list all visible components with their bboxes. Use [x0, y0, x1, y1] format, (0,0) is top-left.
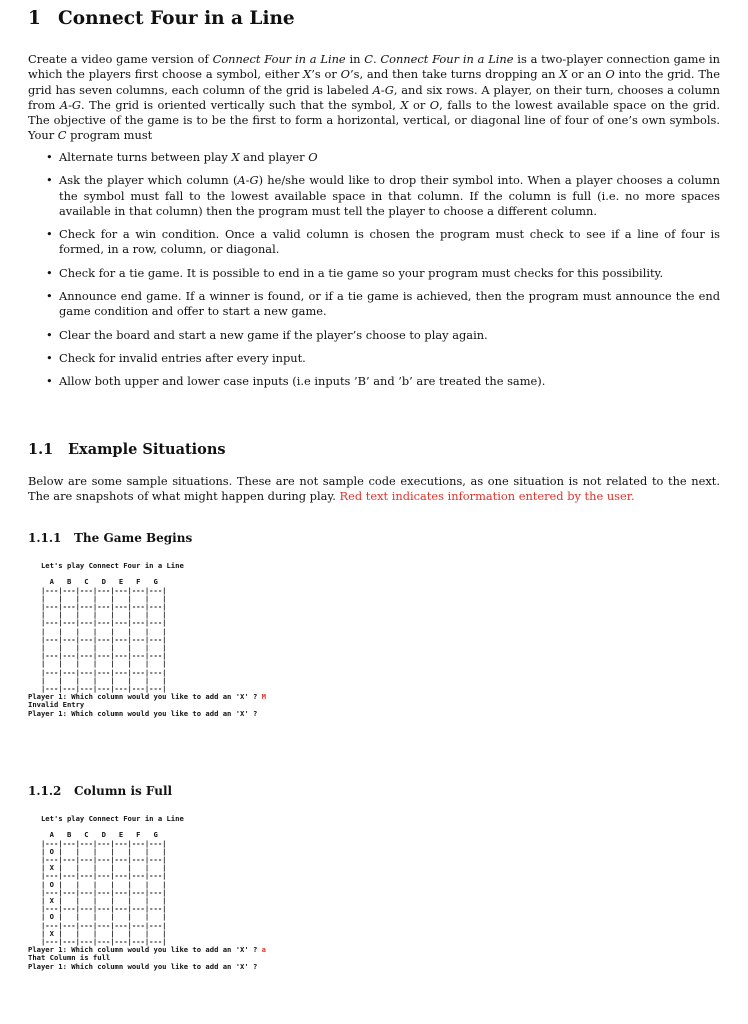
- board-line: | X | | | | | | |: [28, 863, 167, 873]
- board-line: |---|---|---|---|---|---|---|: [28, 904, 167, 914]
- board-line: |---|---|---|---|---|---|---|: [28, 871, 167, 881]
- list-item-text: Alternate turns between play: [59, 150, 232, 164]
- list-item-text: and player: [239, 150, 309, 164]
- board-line: | | | | | | | |: [28, 610, 167, 620]
- intro-text: into the grid. The grid has seven columns, each column of the grid is labeled: [28, 67, 720, 97]
- intro-text: C: [57, 128, 67, 143]
- example1-number: 1.1.1: [28, 531, 62, 545]
- intro-text: ’s, and then take turns dropping an: [349, 67, 560, 82]
- board-line: |---|---|---|---|---|---|---|: [28, 937, 167, 947]
- intro-text: Connect Four in a Line: [380, 52, 514, 66]
- board-line: | O | | | | | | |: [28, 846, 167, 856]
- prompt-text: Player 1: Which column would you like to add an 'X' ?: [28, 692, 262, 702]
- example1-console: [28, 562, 266, 718]
- board-line: | | | | | | | |: [28, 675, 167, 685]
- board-line: | X | | | | | | |: [28, 896, 167, 906]
- example1-heading: [28, 531, 192, 545]
- section-heading: [28, 8, 295, 29]
- intro-text: Create a video game version of: [28, 52, 213, 66]
- console-line: Let's play Connect Four in a Line: [28, 561, 184, 570]
- board-line: | O | | | | | | |: [28, 912, 167, 922]
- list-item: • Clear the board and start a new game if the player’s choose to play again.: [28, 328, 720, 343]
- example1-title: The Game Begins: [74, 531, 193, 545]
- intro-text: A-G: [59, 97, 82, 112]
- board-line: | | | | | | | |: [28, 643, 167, 653]
- section-title: Connect Four in a Line: [58, 8, 295, 29]
- board-line: |---|---|---|---|---|---|---|: [28, 634, 167, 644]
- example2-console: [28, 815, 266, 971]
- board-line: A B C D E F G: [28, 830, 158, 840]
- board-line: |---|---|---|---|---|---|---|: [28, 920, 167, 930]
- list-item-text: A-G: [237, 173, 259, 188]
- prompt-line: Player 1: Which column would you like to add an 'X' ?: [28, 708, 258, 718]
- board-line: |---|---|---|---|---|---|---|: [28, 667, 167, 677]
- board-line: |---|---|---|---|---|---|---|: [28, 855, 167, 865]
- intro-text: A-G: [372, 82, 394, 97]
- board-line: | O | | | | | | |: [28, 879, 167, 889]
- subsection-heading: [28, 441, 226, 458]
- examples-intro-text: Below are some sample situations. These are not sample code executions, as one situation is not related to the next. The are snapshots of what might happen during play.: [28, 474, 720, 504]
- intro-text: X: [303, 67, 312, 82]
- list-item-text: ) he/she would like to drop their symbol into. When a player chooses a column the symbol must fall to the lowest available space in that column. If the column is full (i.e. no more spaces available in that column) then the program must tell the player to choose a different column.: [59, 173, 720, 218]
- intro-text: Connect Four in a Line: [212, 52, 346, 66]
- list-item: • Allow both upper and lower case inputs (i.e inputs ’B’ and ’b’ are treated the same).: [28, 374, 720, 389]
- intro-text: is a two-player connection game in which the players first choose a symbol, either: [28, 52, 720, 82]
- board-line: |---|---|---|---|---|---|---|: [28, 602, 167, 612]
- console-line: Let's play Connect Four in a Line: [28, 814, 184, 823]
- board-line: |---|---|---|---|---|---|---|: [28, 838, 167, 848]
- intro-text: , falls to the lowest available space on the grid. The objective of the game is to be the first to form a horizontal, vertical, or diagonal line of four of one’s own symbols. Your: [28, 97, 721, 143]
- board-line: | | | | | | | |: [28, 659, 167, 669]
- board-line: A B C D E F G: [28, 577, 158, 587]
- red-note: Red text indicates information entered by the user.: [339, 489, 635, 504]
- board-line: | | | | | | | |: [28, 593, 167, 603]
- intro-text: or an: [567, 67, 606, 82]
- message-line: Invalid Entry: [28, 700, 85, 710]
- list-item-text: O: [308, 150, 318, 164]
- board-line: | X | | | | | | |: [28, 928, 167, 938]
- list-item-text: X: [231, 150, 240, 164]
- intro-text: .: [372, 52, 381, 66]
- board-line: |---|---|---|---|---|---|---|: [28, 887, 167, 897]
- intro-text: program must: [66, 128, 153, 143]
- prompt-line: Player 1: Which column would you like to add an 'X' ?: [28, 961, 258, 971]
- example2-number: 1.1.2: [28, 784, 62, 798]
- section-number: 1: [28, 8, 41, 29]
- intro-text: O: [340, 67, 350, 82]
- list-item: [28, 173, 720, 219]
- intro-paragraph: [28, 52, 720, 144]
- board-line: |---|---|---|---|---|---|---|: [28, 585, 167, 595]
- list-item: • Check for a win condition. Once a valid column is chosen the program must check to see if a line of four is formed, in a row, column, or diagonal.: [28, 227, 720, 258]
- intro-text: in: [345, 52, 365, 66]
- board-line: |---|---|---|---|---|---|---|: [28, 651, 167, 661]
- list-item: • Check for invalid entries after every input.: [28, 351, 720, 366]
- subsection-title: Example Situations: [68, 441, 226, 458]
- intro-text: C: [364, 52, 373, 66]
- intro-text: . The grid is oriented vertically such that the symbol,: [81, 97, 401, 112]
- user-input: a: [261, 945, 266, 955]
- examples-intro: [28, 474, 720, 505]
- intro-text: or: [408, 97, 430, 112]
- intro-text: X: [400, 97, 409, 112]
- list-item-text: Ask the player which column (: [59, 173, 238, 188]
- intro-text: ’s or: [311, 67, 341, 82]
- intro-text: O: [429, 97, 440, 112]
- example2-title: Column is Full: [74, 784, 173, 798]
- user-input: M: [261, 692, 266, 702]
- intro-text: X: [559, 67, 568, 82]
- board-line: |---|---|---|---|---|---|---|: [28, 618, 167, 628]
- list-item: • Announce end game. If a winner is found, or if a tie game is achieved, then the program must announce the end game condition and offer to start a new game.: [28, 289, 720, 320]
- intro-text: O: [605, 67, 615, 82]
- board-line: | | | | | | | |: [28, 626, 167, 636]
- list-item: • Check for a tie game. It is possible to end in a tie game so your program must checks for this possibility.: [28, 266, 720, 281]
- requirements-list: [28, 150, 720, 390]
- prompt-text: Player 1: Which column would you like to add an 'X' ?: [28, 945, 262, 955]
- board-line: |---|---|---|---|---|---|---|: [28, 684, 167, 694]
- subsection-number: 1.1: [28, 441, 54, 458]
- example2-heading: [28, 784, 172, 798]
- intro-text: , and six rows. A player, on their turn, chooses a column from: [28, 82, 720, 112]
- list-item: [28, 150, 720, 165]
- message-line: That Column is full: [28, 953, 111, 963]
